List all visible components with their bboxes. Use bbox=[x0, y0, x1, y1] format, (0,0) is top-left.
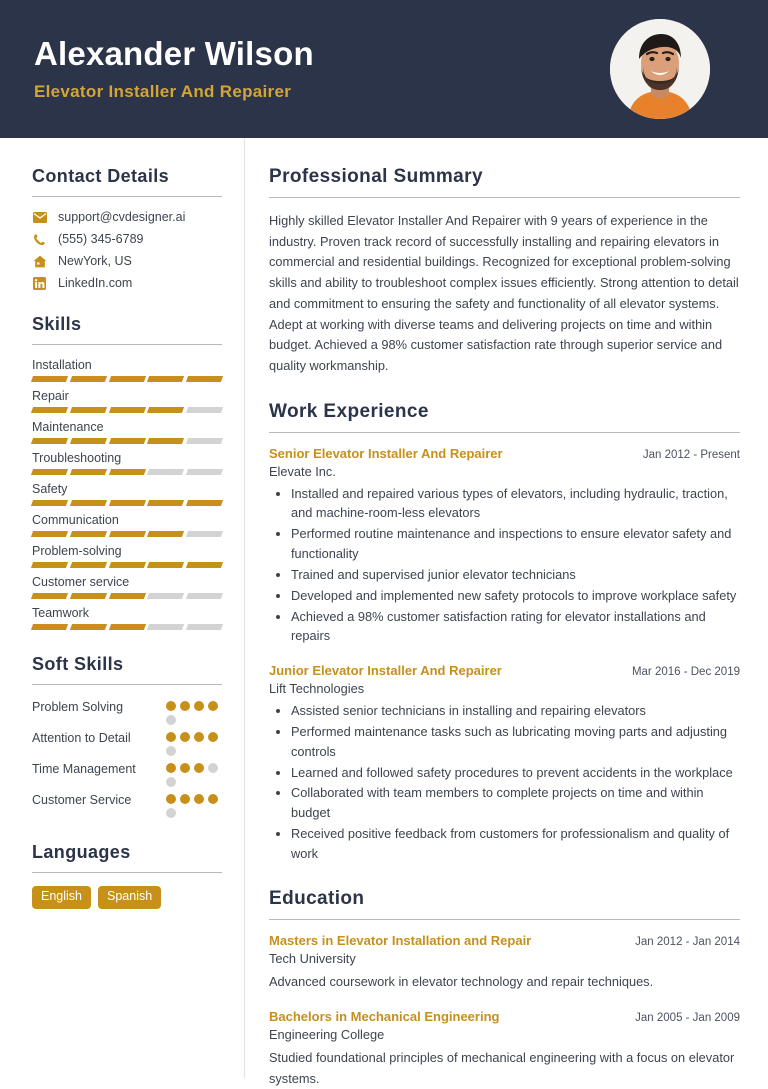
experience-entry bbox=[269, 446, 740, 647]
experience-bullet: • Performed routine maintenance and inspections to ensure elevator safety and functionality bbox=[291, 524, 740, 564]
skill-level-segment bbox=[31, 407, 68, 413]
skill-item bbox=[32, 482, 222, 506]
experience-bullet: • Assisted senior technicians in installing and repairing elevators bbox=[291, 701, 740, 721]
soft-skill-level-dots bbox=[166, 791, 222, 818]
skill-level-segment bbox=[70, 438, 107, 444]
soft-skill-level-dot bbox=[166, 732, 176, 742]
skill-level-segment bbox=[186, 376, 223, 382]
soft-skill-label: Time Management bbox=[32, 762, 136, 776]
skill-level-segment bbox=[186, 531, 223, 537]
job-date-range: Jan 2012 - Present bbox=[642, 448, 740, 461]
skill-level-segment bbox=[109, 438, 146, 444]
job-date-range: Mar 2016 - Dec 2019 bbox=[631, 666, 740, 679]
skill-level-segment bbox=[109, 624, 146, 630]
section-divider bbox=[269, 919, 740, 920]
envelope-icon bbox=[32, 211, 47, 224]
experience-bullet-list bbox=[269, 701, 740, 864]
education-list bbox=[269, 933, 740, 1089]
soft-skill-level-dot bbox=[194, 763, 204, 773]
skill-level-segment bbox=[109, 469, 146, 475]
soft-skill-item bbox=[32, 698, 222, 725]
skill-level-segment bbox=[109, 407, 146, 413]
job-title: Elevator Installer And Repairer bbox=[34, 82, 292, 102]
skill-level-segment bbox=[147, 469, 184, 475]
soft-skills-heading: Soft Skills bbox=[32, 654, 124, 674]
skill-level-segment bbox=[31, 469, 68, 475]
language-tag: Spanish bbox=[98, 886, 161, 909]
page-title: Alexander Wilson bbox=[34, 34, 314, 72]
skill-level-segment bbox=[109, 376, 146, 382]
skill-level-segment bbox=[147, 407, 184, 413]
experience-entry-header bbox=[269, 446, 740, 463]
skill-label: Teamwork bbox=[32, 606, 89, 620]
soft-skill-level-dot bbox=[180, 701, 190, 711]
experience-bullet: • Received positive feedback from customers for professionalism and quality of work bbox=[291, 824, 740, 864]
soft-skill-item bbox=[32, 760, 222, 787]
company-name: Lift Technologies bbox=[269, 681, 365, 697]
sidebar bbox=[0, 138, 245, 1078]
skill-label: Problem-solving bbox=[32, 544, 122, 558]
home-icon bbox=[32, 255, 47, 268]
section-education bbox=[269, 888, 740, 1089]
skill-level-segment bbox=[147, 500, 184, 506]
skill-level-segment bbox=[186, 562, 223, 568]
experience-entry-header bbox=[269, 663, 740, 680]
skill-level-segment bbox=[186, 593, 223, 599]
contact-value: support@cvdesigner.ai bbox=[58, 210, 186, 224]
skill-level-segment bbox=[70, 500, 107, 506]
summary-text: Highly skilled Elevator Installer And Repairer with 9 years of experience in the industry. Proven track record of successfully installing and repairing elevators in commercial and residential buildings. Recognized for exceptional problem-solving skills and ability to troubleshoot complex issues efficiently. Strong attention to detail and commitment to ensuring the safety and functionality of all elevator systems. Adept at working with diverse teams and delivering projects on time and within budget. Achieved a 98% customer satisfaction rate through superior service and quality workmanship. bbox=[269, 213, 739, 374]
skill-level-segment bbox=[109, 562, 146, 568]
skill-level-segment bbox=[109, 531, 146, 537]
skill-level-segment bbox=[31, 531, 68, 537]
contact-item[interactable] bbox=[32, 232, 222, 246]
skill-level-segment bbox=[147, 593, 184, 599]
skill-label: Repair bbox=[32, 389, 69, 403]
skill-item bbox=[32, 358, 222, 382]
skills-list bbox=[32, 358, 222, 630]
experience-bullet: • Trained and supervised junior elevator technicians bbox=[291, 565, 740, 585]
skill-level-segment bbox=[31, 624, 68, 630]
education-description: Advanced coursework in elevator technology and repair techniques. bbox=[269, 973, 654, 989]
resume-header bbox=[0, 0, 768, 138]
soft-skill-level-dot bbox=[166, 701, 176, 711]
degree-title: Bachelors in Mechanical Engineering bbox=[269, 1009, 500, 1025]
profile-photo-icon bbox=[610, 19, 710, 119]
experience-bullet: • Developed and implemented new safety protocols to improve workplace safety bbox=[291, 586, 740, 606]
experience-bullet: • Collaborated with team members to complete projects on time and within budget bbox=[291, 783, 740, 823]
education-description: Studied foundational principles of mechanical engineering with a focus on elevator systems. bbox=[269, 1050, 735, 1086]
experience-bullet: • Achieved a 98% customer satisfaction rating for elevator installations and repairs bbox=[291, 607, 740, 647]
soft-skill-level-dots bbox=[166, 729, 222, 756]
soft-skills-list bbox=[32, 698, 222, 818]
section-contact-details bbox=[32, 166, 222, 290]
skill-level-segment bbox=[70, 531, 107, 537]
skill-item bbox=[32, 451, 222, 475]
language-tag: English bbox=[32, 886, 91, 909]
skill-level-segment bbox=[147, 562, 184, 568]
soft-skill-level-dot bbox=[166, 746, 176, 756]
skill-level-segment bbox=[147, 531, 184, 537]
education-date-range: Jan 2005 - Jan 2009 bbox=[635, 1012, 740, 1025]
soft-skill-level-dot bbox=[208, 763, 218, 773]
section-work-experience bbox=[269, 401, 740, 864]
skill-label: Maintenance bbox=[32, 420, 104, 434]
soft-skill-level-dot bbox=[194, 732, 204, 742]
phone-icon bbox=[32, 233, 47, 246]
soft-skill-level-dot bbox=[208, 794, 218, 804]
soft-skill-level-dots bbox=[166, 760, 222, 787]
section-skills bbox=[32, 314, 222, 630]
skill-level-segment bbox=[186, 438, 223, 444]
skill-level-bar bbox=[32, 562, 222, 568]
experience-bullet: • Learned and followed safety procedures to prevent accidents in the workplace bbox=[291, 763, 740, 783]
experience-bullet: • Performed maintenance tasks such as lubricating moving parts and adjusting controls bbox=[291, 722, 740, 762]
skill-level-bar bbox=[32, 469, 222, 475]
skill-item bbox=[32, 544, 222, 568]
skill-level-segment bbox=[109, 500, 146, 506]
languages-list bbox=[32, 886, 222, 909]
skill-item bbox=[32, 389, 222, 413]
contact-list bbox=[32, 210, 222, 290]
contact-value: NewYork, US bbox=[58, 254, 132, 268]
soft-skill-level-dot bbox=[180, 763, 190, 773]
skill-label: Installation bbox=[32, 358, 92, 372]
contact-value: LinkedIn.com bbox=[58, 276, 133, 290]
contact-value: (555) 345-6789 bbox=[58, 232, 144, 246]
soft-skill-level-dot bbox=[166, 777, 176, 787]
experience-list bbox=[269, 446, 740, 864]
soft-skill-level-dot bbox=[180, 794, 190, 804]
experience-heading: Work Experience bbox=[269, 400, 429, 422]
company-name: Elevate Inc. bbox=[269, 463, 336, 479]
section-soft-skills bbox=[32, 654, 222, 818]
education-date-range: Jan 2012 - Jan 2014 bbox=[635, 935, 740, 948]
section-divider bbox=[32, 344, 222, 345]
skill-level-segment bbox=[186, 469, 223, 475]
contact-item[interactable] bbox=[32, 276, 222, 290]
skill-level-segment bbox=[109, 593, 146, 599]
skill-level-segment bbox=[147, 624, 184, 630]
education-entry-header bbox=[269, 1009, 740, 1026]
education-entry bbox=[269, 933, 740, 992]
contact-heading: Contact Details bbox=[32, 166, 170, 186]
skill-item bbox=[32, 575, 222, 599]
skill-level-bar bbox=[32, 376, 222, 382]
education-entry bbox=[269, 1009, 740, 1089]
soft-skill-label: Customer Service bbox=[32, 793, 132, 807]
skill-level-bar bbox=[32, 593, 222, 599]
skill-level-bar bbox=[32, 438, 222, 444]
skill-level-bar bbox=[32, 407, 222, 413]
skill-level-segment bbox=[31, 438, 68, 444]
soft-skill-item bbox=[32, 791, 222, 818]
skill-level-segment bbox=[31, 562, 68, 568]
section-professional-summary bbox=[269, 166, 740, 377]
skill-item bbox=[32, 513, 222, 537]
main-content bbox=[245, 138, 768, 1086]
soft-skill-level-dot bbox=[194, 701, 204, 711]
skill-level-segment bbox=[186, 500, 223, 506]
soft-skill-level-dot bbox=[180, 732, 190, 742]
soft-skill-label: Problem Solving bbox=[32, 700, 124, 714]
skill-level-bar bbox=[32, 624, 222, 630]
section-divider bbox=[32, 684, 222, 685]
skill-level-bar bbox=[32, 531, 222, 537]
section-divider bbox=[269, 197, 740, 198]
languages-heading: Languages bbox=[32, 842, 131, 862]
contact-item[interactable] bbox=[32, 254, 222, 268]
linkedin-icon bbox=[32, 277, 47, 290]
section-divider bbox=[32, 872, 222, 873]
experience-bullet: • Installed and repaired various types of elevators, including hydraulic, traction, and machine-room-less elevators bbox=[291, 484, 740, 524]
skill-item bbox=[32, 606, 222, 630]
job-role: Senior Elevator Installer And Repairer bbox=[269, 445, 503, 461]
skill-level-segment bbox=[186, 624, 223, 630]
skill-level-segment bbox=[70, 469, 107, 475]
section-languages bbox=[32, 842, 222, 909]
resume-body bbox=[0, 138, 768, 1086]
avatar bbox=[610, 19, 710, 119]
soft-skill-level-dot bbox=[208, 732, 218, 742]
section-divider bbox=[269, 432, 740, 433]
skill-level-segment bbox=[31, 500, 68, 506]
school-name: Tech University bbox=[269, 950, 356, 966]
skill-level-segment bbox=[70, 593, 107, 599]
soft-skill-level-dot bbox=[166, 794, 176, 804]
skill-label: Safety bbox=[32, 482, 68, 496]
education-entry-header bbox=[269, 933, 740, 950]
soft-skill-label: Attention to Detail bbox=[32, 731, 131, 745]
skill-level-segment bbox=[70, 407, 107, 413]
soft-skill-level-dot bbox=[194, 794, 204, 804]
school-name: Engineering College bbox=[269, 1027, 385, 1043]
soft-skill-level-dot bbox=[166, 763, 176, 773]
header-text-block bbox=[34, 36, 610, 102]
skill-level-segment bbox=[186, 407, 223, 413]
skill-label: Customer service bbox=[32, 575, 130, 589]
skill-label: Communication bbox=[32, 513, 119, 527]
experience-bullet-list bbox=[269, 484, 740, 647]
skill-level-segment bbox=[70, 376, 107, 382]
soft-skill-level-dot bbox=[166, 715, 176, 725]
contact-item[interactable] bbox=[32, 210, 222, 224]
summary-heading: Professional Summary bbox=[269, 166, 483, 187]
job-role: Junior Elevator Installer And Repairer bbox=[269, 663, 502, 679]
section-divider bbox=[32, 196, 222, 197]
soft-skill-level-dots bbox=[166, 698, 222, 725]
soft-skill-level-dot bbox=[208, 701, 218, 711]
skill-item bbox=[32, 420, 222, 444]
skill-level-segment bbox=[147, 376, 184, 382]
degree-title: Masters in Elevator Installation and Repair bbox=[269, 932, 532, 948]
skill-level-segment bbox=[70, 624, 107, 630]
skills-heading: Skills bbox=[32, 314, 82, 334]
skill-level-segment bbox=[31, 593, 68, 599]
skill-label: Troubleshooting bbox=[32, 451, 122, 465]
skill-level-segment bbox=[147, 438, 184, 444]
skill-level-segment bbox=[31, 376, 68, 382]
education-heading: Education bbox=[269, 887, 365, 909]
skill-level-segment bbox=[70, 562, 107, 568]
soft-skill-item bbox=[32, 729, 222, 756]
soft-skill-level-dot bbox=[166, 808, 176, 818]
skill-level-bar bbox=[32, 500, 222, 506]
experience-entry bbox=[269, 663, 740, 864]
